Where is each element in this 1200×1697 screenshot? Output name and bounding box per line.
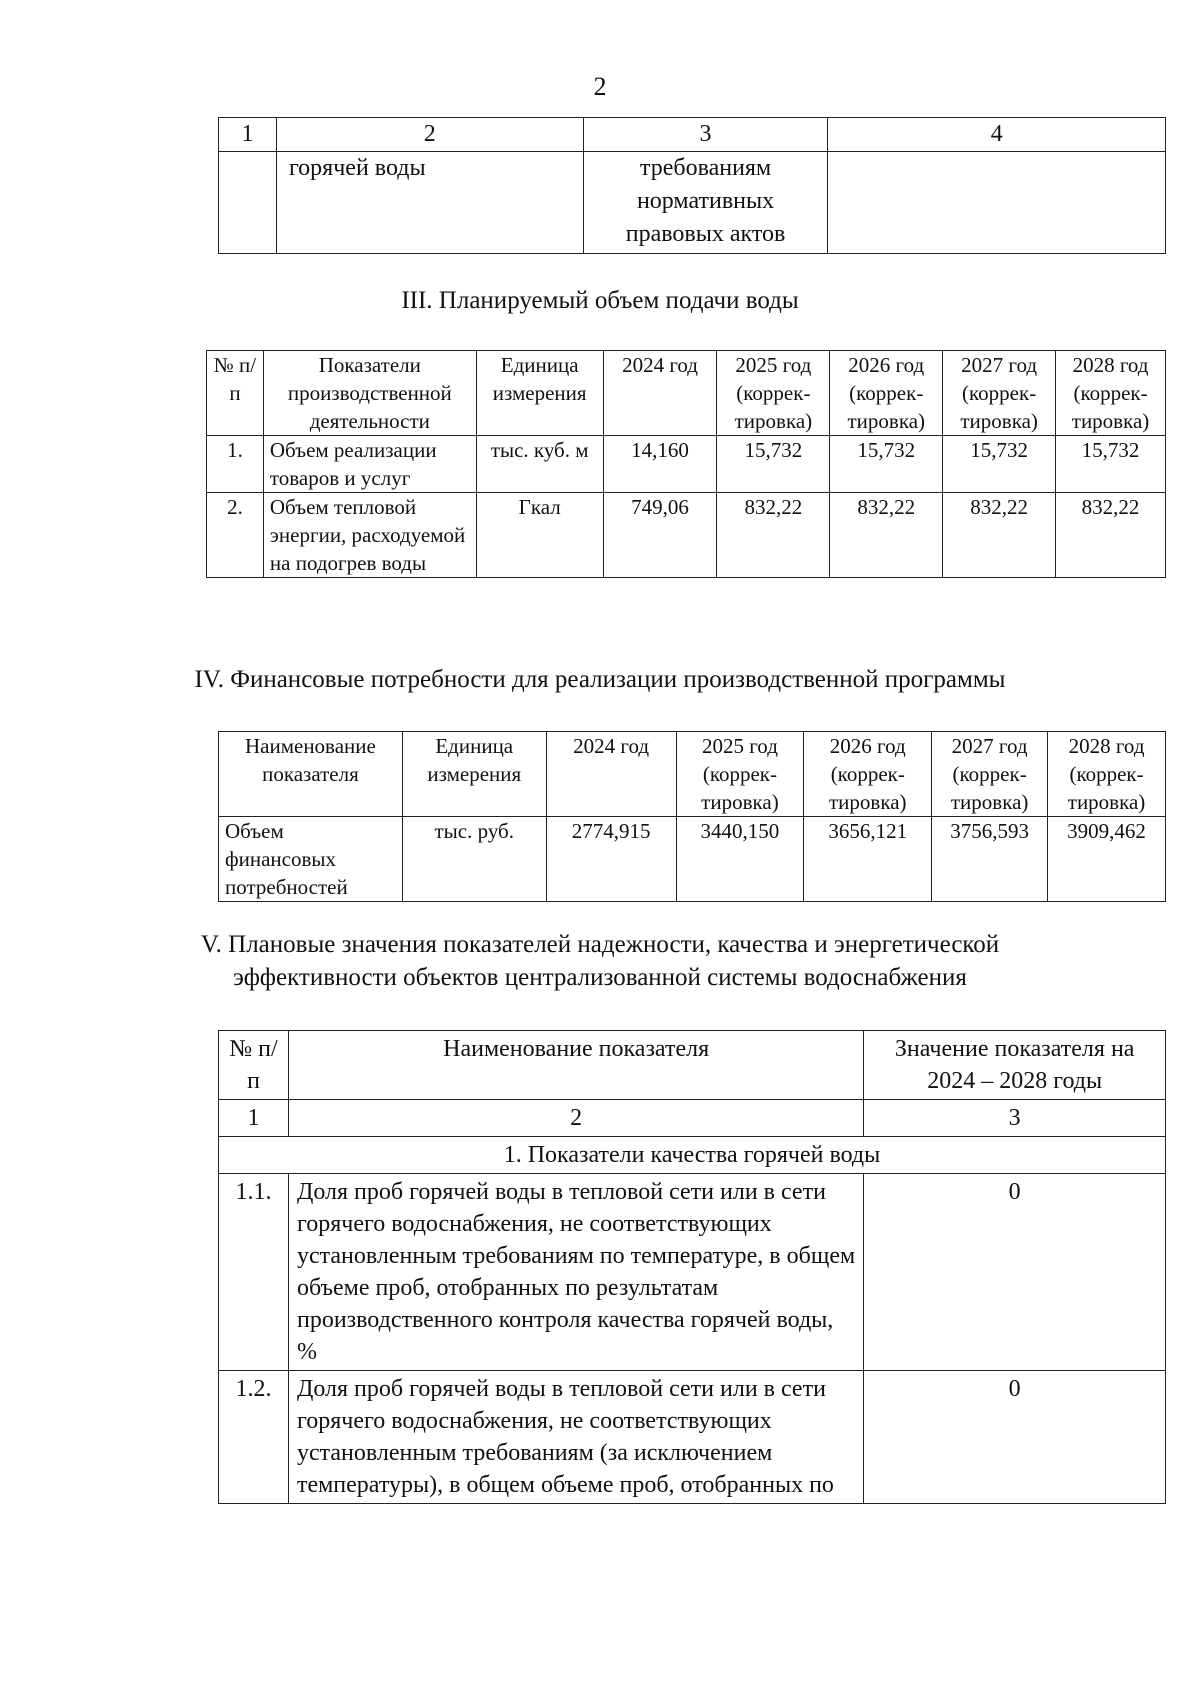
table-header-cell: 2027 год (коррек-тировка)	[932, 732, 1048, 817]
table-cell: 15,732	[1056, 436, 1166, 493]
table-header-row	[219, 1031, 1166, 1100]
table-header-cell: № п/п	[207, 351, 264, 436]
section-5-title-line-1: V. Плановые значения показателей надежности, качества и энергетической	[200, 931, 1000, 958]
section-5-title-line-2: эффективности объектов централизованной системы водоснабжения	[233, 964, 967, 991]
table-cell: 1.2.	[219, 1371, 289, 1504]
table-cell: тыс. куб. м	[476, 436, 603, 493]
table-cell: 15,732	[943, 436, 1056, 493]
table-cell: 2	[276, 118, 583, 152]
section-5-title	[0, 928, 1200, 994]
table-numbering-row	[219, 1100, 1166, 1137]
table-cell	[219, 152, 277, 254]
table-cell: 832,22	[1056, 493, 1166, 578]
table-header-cell: Значение показателя на 2024 – 2028 годы	[864, 1031, 1166, 1100]
table-cell: 1.	[207, 436, 264, 493]
section-4-title: IV. Финансовые потребности для реализации производственной программы	[194, 666, 1006, 693]
table-cell: 832,22	[943, 493, 1056, 578]
table-row	[219, 817, 1166, 902]
table-header-cell: 2028 год (коррек-тировка)	[1056, 351, 1166, 436]
table-header-cell: 2026 год (коррек-тировка)	[830, 351, 943, 436]
table-cell: 2	[288, 1100, 863, 1137]
table-cell: Доля проб горячей воды в тепловой сети или в сети горячего водоснабжения, не соответствующих установленным требованиям (за исключением температуры), в общем объеме проб, отобранных по	[288, 1371, 863, 1504]
table-cell	[828, 152, 1166, 254]
table-cell: Гкал	[476, 493, 603, 578]
financial-needs-table	[218, 731, 1166, 902]
table-cell: 3	[583, 118, 828, 152]
table-cell: Доля проб горячей воды в тепловой сети или в сети горячего водоснабжения, не соответствующих установленным требованиям по температуре, в общем объеме проб, отобранных по результатам производственного контроля качества горячей воды, %	[288, 1174, 863, 1371]
continuation-table	[218, 117, 1166, 254]
table-cell: 3440,150	[676, 817, 804, 902]
table-header-cell: Наименование показателя	[288, 1031, 863, 1100]
table-cell: Объем тепловой энергии, расходуемой на подогрев воды	[263, 493, 476, 578]
table-header-cell: 2028 год (коррек-тировка)	[1048, 732, 1166, 817]
table-header-row	[207, 351, 1166, 436]
section-3-title: III. Планируемый объем подачи воды	[401, 287, 799, 314]
table-cell: 832,22	[717, 493, 830, 578]
table-header-row	[219, 118, 1166, 152]
table-cell: 1	[219, 1100, 289, 1137]
table-cell: 3909,462	[1048, 817, 1166, 902]
table-cell: 749,06	[603, 493, 717, 578]
table-header-cell: Показатели производственной деятельности	[263, 351, 476, 436]
table-cell: горячей воды	[276, 152, 583, 254]
table-header-cell: 2026 год (коррек-тировка)	[804, 732, 932, 817]
table-cell: требованиям нормативных правовых актов	[583, 152, 828, 254]
table-cell: Объем финансовых потребностей	[219, 817, 403, 902]
table-header-cell: 2027 год (коррек-тировка)	[943, 351, 1056, 436]
table-cell: 15,732	[830, 436, 943, 493]
table-cell: 0	[864, 1371, 1166, 1504]
table-cell: 14,160	[603, 436, 717, 493]
table-header-cell: 2025 год (коррек-тировка)	[676, 732, 804, 817]
table-row	[219, 1371, 1166, 1504]
table-cell: Объем реализации товаров и услуг	[263, 436, 476, 493]
table-header-cell: Единица измерения	[402, 732, 546, 817]
table-cell: тыс. руб.	[402, 817, 546, 902]
water-supply-table	[206, 350, 1166, 578]
table-row	[207, 436, 1166, 493]
page-number: 2	[593, 72, 607, 101]
table-cell: 3656,121	[804, 817, 932, 902]
table-cell: 2774,915	[546, 817, 676, 902]
table-header-cell: № п/п	[219, 1031, 289, 1100]
table-row	[207, 493, 1166, 578]
table-header-cell: Единица измерения	[476, 351, 603, 436]
table-header-cell: Наименование показателя	[219, 732, 403, 817]
table-header-row	[219, 732, 1166, 817]
table-cell: 1	[219, 118, 277, 152]
table-header-cell: 2024 год	[603, 351, 717, 436]
table-cell: 3756,593	[932, 817, 1048, 902]
table-row	[219, 152, 1166, 254]
table-cell: 832,22	[830, 493, 943, 578]
table-row	[219, 1174, 1166, 1371]
table-cell: 2.	[207, 493, 264, 578]
table-cell: 1.1.	[219, 1174, 289, 1371]
table-header-cell: 2025 год (коррек-тировка)	[717, 351, 830, 436]
table-header-cell: 2024 год	[546, 732, 676, 817]
group-title: 1. Показатели качества горячей воды	[219, 1137, 1166, 1174]
table-group-row	[219, 1137, 1166, 1174]
indicators-table	[218, 1030, 1166, 1504]
table-cell: 3	[864, 1100, 1166, 1137]
table-cell: 15,732	[717, 436, 830, 493]
table-cell: 4	[828, 118, 1166, 152]
table-cell: 0	[864, 1174, 1166, 1371]
